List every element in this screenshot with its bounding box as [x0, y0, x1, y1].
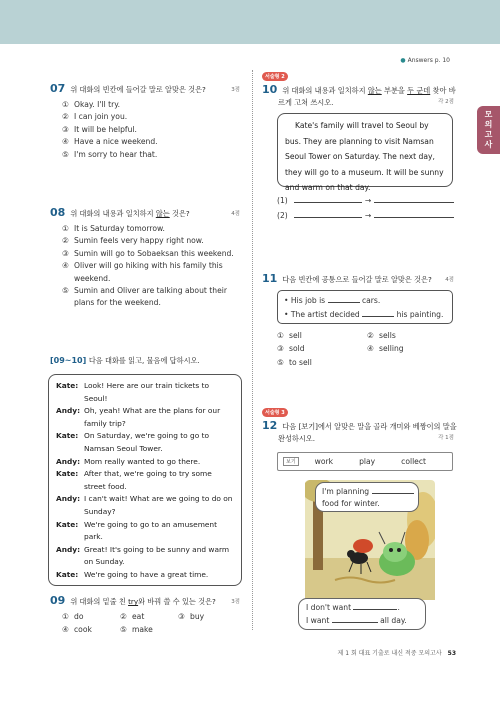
- answers-reference: ● Answers p. 10: [400, 57, 450, 64]
- speech-bubble-grasshopper: I don't want . I want all day.: [298, 598, 426, 630]
- question-text: 위 대화의 빈칸에 들어갈 말로 알맞은 것은?: [70, 85, 206, 94]
- option[interactable]: ① It is Saturday tomorrow.: [62, 224, 165, 233]
- option[interactable]: ③ sold: [277, 344, 305, 354]
- footer-text: 제 1 회 대표 기출로 내신 적중 모의고사: [337, 650, 442, 657]
- bogi-box: [277, 452, 453, 471]
- points: 4점: [231, 211, 240, 217]
- points: 3점: [231, 599, 240, 605]
- option[interactable]: ③ Sumin will go to Sobaeksan this weekend.: [62, 248, 234, 258]
- descriptive-tag: 서술형 2: [262, 72, 288, 81]
- option[interactable]: ② Sumin feels very happy right now.: [62, 236, 204, 246]
- options-grid: [62, 611, 240, 637]
- option[interactable]: ② I can join you.: [62, 112, 128, 122]
- options-list: [62, 223, 240, 310]
- option[interactable]: ⑤ I'm sorry to hear that.: [62, 149, 158, 159]
- question-text-line2: 르게 고쳐 쓰시오.: [278, 98, 334, 107]
- option[interactable]: ④ cook: [62, 625, 92, 635]
- word-option: work: [314, 457, 334, 466]
- option[interactable]: ④ Oliver will go hiking with his family this weekend.: [62, 261, 223, 283]
- question-number: 09: [50, 594, 66, 607]
- option[interactable]: ② sells: [367, 331, 396, 340]
- points: 3점: [231, 87, 240, 93]
- dialogue-line: Kate: Look! Here are our train tickets to Seoul!: [56, 381, 210, 403]
- word-option: play: [359, 457, 376, 466]
- question-number: 10: [262, 83, 278, 96]
- bullet-icon: ●: [400, 57, 406, 64]
- question-text: 다음 [보기]에서 알맞은 말을 골라 개미와 베짱이의 말을: [282, 422, 457, 431]
- points: 4점: [445, 277, 454, 283]
- header-band: [0, 0, 500, 44]
- sentence-1: • His job is cars.: [284, 296, 381, 305]
- question-text: 위 대화의 내용과 일치하지 않는 부분을 두 군데 찾아 바: [282, 86, 456, 95]
- word-option: collect: [401, 457, 427, 466]
- question-number: 07: [50, 82, 66, 95]
- bogi-label: 보기: [283, 457, 299, 466]
- answer-line-1[interactable]: (1) →: [277, 196, 454, 205]
- question-text: 위 대화의 내용과 일치하지 않는 것은?: [70, 209, 190, 218]
- option[interactable]: ① sell: [277, 331, 302, 340]
- option[interactable]: ④ Have a nice weekend.: [62, 137, 158, 147]
- option[interactable]: ③ buy: [178, 612, 205, 621]
- side-tab[interactable]: 모의고사: [477, 106, 500, 154]
- question-10: [262, 71, 454, 108]
- question-09: [50, 594, 240, 637]
- dialogue-line: Andy: Great! It's going to be sunny and warm on Sunday.: [56, 544, 230, 567]
- dialogue-box: [48, 374, 242, 586]
- dialogue-line: Kate: On Saturday, we're going to go to Namsan Seoul Tower.: [56, 431, 209, 453]
- sentence-box: [277, 290, 453, 324]
- dialogue-line: Andy: Oh, yeah! What are the plans for our family trip?: [56, 406, 221, 428]
- question-number: 08: [50, 206, 66, 219]
- passage-text: Kate's family will travel to Seoul by bus. They are planning to visit Namsan Seoul Tower on Saturday. The next day, they will go to a museum. It will be sunny and warm on that day.: [285, 121, 444, 193]
- question-12: [262, 407, 457, 444]
- question-text: 다음 빈칸에 공통으로 들어갈 말로 알맞은 것은?: [282, 275, 432, 284]
- answer-line-2[interactable]: (2) →: [277, 211, 454, 220]
- question-number: 11: [262, 272, 278, 285]
- question-text: 위 대화의 밑줄 친 try와 바꿔 쓸 수 있는 것은?: [70, 597, 216, 606]
- sentence-2: • The artist decided his painting.: [284, 310, 444, 319]
- page-number: 53: [447, 650, 456, 657]
- question-number: 12: [262, 419, 278, 432]
- dialogue-line: Andy: I can't wait! What are we going to do on Sunday?: [56, 494, 233, 516]
- speech-bubble-ant: I'm planning food for winter.: [315, 482, 419, 512]
- option[interactable]: ⑤ Sumin and Oliver are talking about their plans for the weekend.: [62, 286, 227, 308]
- page-footer: [338, 648, 456, 657]
- points: 각 2점: [438, 99, 454, 105]
- question-text-line2: 완성하시오.: [278, 434, 316, 443]
- column-divider: [252, 70, 253, 630]
- set-instruction: [09~10] 다음 대화를 읽고, 물음에 답하시오.: [50, 356, 200, 365]
- option[interactable]: ⑤ to sell: [277, 357, 312, 367]
- option[interactable]: ④ selling: [367, 344, 404, 354]
- option[interactable]: ① Okay. I'll try.: [62, 100, 121, 109]
- options-list: [62, 99, 240, 161]
- option[interactable]: ① do: [62, 612, 84, 621]
- dialogue-line: Andy: Mom really wanted to go there.: [56, 456, 201, 466]
- question-07: [50, 82, 240, 161]
- descriptive-tag: 서술형 3: [262, 408, 288, 417]
- dialogue-line: Kate: We're going to have a great time.: [56, 569, 209, 579]
- option[interactable]: ③ It will be helpful.: [62, 124, 137, 134]
- points: 각 1점: [438, 435, 454, 441]
- option[interactable]: ⑤ make: [120, 625, 153, 635]
- passage-box: [277, 113, 453, 193]
- question-11: [262, 272, 454, 285]
- dialogue-line: Kate: After that, we're going to try some street food.: [56, 469, 212, 491]
- dialogue-line: Kate: We're going to go to an amusement park.: [56, 519, 218, 542]
- option[interactable]: ② eat: [120, 612, 145, 621]
- question-08: [50, 206, 240, 310]
- options-grid: [277, 330, 457, 369]
- dialogue: [56, 380, 234, 582]
